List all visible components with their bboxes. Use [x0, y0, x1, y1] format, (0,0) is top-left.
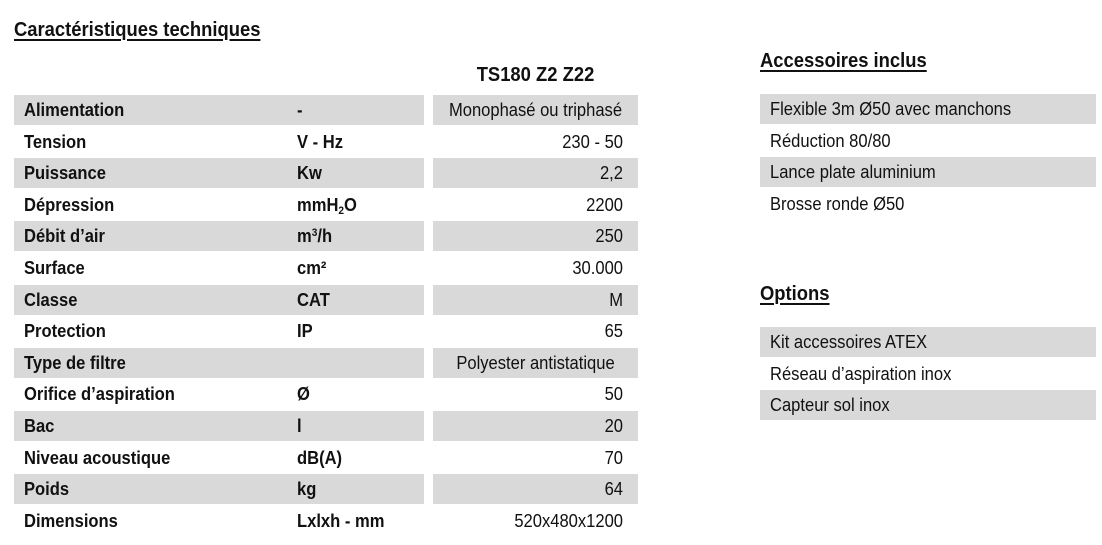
specs-table	[14, 95, 638, 537]
spec-name: Alimentation	[24, 100, 125, 120]
spec-unit: mmH$_2$O	[297, 194, 357, 217]
spec-value: Monophasé ou triphasé	[448, 100, 623, 120]
spec-value: 65	[604, 321, 623, 342]
accessory-item	[760, 189, 1096, 221]
spec-name: Tension	[24, 131, 87, 152]
spec-value: 520x480x1200	[514, 510, 623, 531]
spec-value: 20	[604, 415, 623, 436]
spec-row-bac	[14, 411, 638, 443]
spec-name: Type de filtre	[24, 352, 126, 373]
spec-name: Niveau acoustique	[24, 447, 171, 468]
options-title: Options	[760, 283, 830, 305]
accessory-item	[760, 157, 1096, 189]
spec-row-classe	[14, 285, 638, 317]
spec-row-depression	[14, 190, 638, 222]
spec-row-niveau-acoustique	[14, 443, 638, 475]
model-name: TS180 Z2 Z22	[476, 64, 595, 86]
specs-title: Caractéristiques techniques	[14, 19, 261, 41]
option-item	[760, 390, 1096, 422]
spec-unit: CAT	[297, 289, 330, 310]
spec-value: Polyester antistatique	[456, 352, 615, 373]
option-label: Capteur sol inox	[770, 395, 890, 416]
accessory-label: Lance plate aluminium	[770, 162, 936, 183]
accessory-label: Brosse ronde Ø50	[770, 193, 905, 214]
spec-name: Débit d’air	[24, 226, 105, 247]
spec-name: Surface	[24, 257, 85, 278]
spec-value: 30.000	[572, 257, 623, 278]
spec-row-tension	[14, 127, 638, 159]
spec-value: 50	[604, 384, 623, 405]
spec-row-alimentation	[14, 95, 638, 127]
options-list	[760, 327, 1096, 422]
spec-unit: kg	[297, 479, 317, 500]
accessory-item	[760, 94, 1096, 126]
spec-name: Dépression	[24, 194, 115, 215]
spec-name: Dimensions	[24, 510, 118, 531]
option-item	[760, 359, 1096, 391]
spec-row-poids	[14, 474, 638, 506]
spec-unit: Ø	[297, 384, 310, 405]
spec-unit: -	[297, 100, 303, 120]
spec-unit: Lxlxh - mm	[297, 510, 385, 531]
spec-name: Classe	[24, 289, 78, 310]
spec-value: 230 - 50	[562, 131, 623, 152]
spec-name: Puissance	[24, 163, 106, 184]
accessories-list	[760, 94, 1096, 220]
accessories-title: Accessoires inclus	[760, 50, 927, 72]
spec-value: 70	[604, 447, 623, 468]
spec-unit: l	[297, 415, 302, 436]
spec-unit: $m^3/h$	[297, 226, 333, 247]
spec-row-type-filtre	[14, 348, 638, 380]
spec-unit: V - Hz	[297, 131, 344, 152]
option-item	[760, 327, 1096, 359]
spec-row-orifice	[14, 379, 638, 411]
spec-unit: cm²	[297, 257, 327, 278]
spec-value: 250	[595, 226, 623, 247]
accessory-label: Réduction 80/80	[770, 130, 891, 151]
spec-name: Orifice d’aspiration	[24, 384, 175, 405]
accessory-label: Flexible 3m Ø50 avec manchons	[770, 99, 1012, 119]
option-label: Réseau d’aspiration inox	[770, 363, 952, 384]
accessory-item	[760, 126, 1096, 158]
spec-name: Protection	[24, 321, 106, 342]
spec-unit: IP	[297, 321, 313, 342]
spec-row-protection	[14, 316, 638, 348]
spec-unit: Kw	[297, 163, 322, 184]
spec-name: Poids	[24, 479, 70, 500]
spec-row-debit-air	[14, 221, 638, 253]
spec-name: Bac	[24, 415, 55, 436]
spec-value: 2,2	[599, 163, 623, 184]
spec-value: 2200	[586, 194, 623, 215]
spec-row-puissance	[14, 158, 638, 190]
option-label: Kit accessoires ATEX	[770, 332, 928, 352]
spec-row-dimensions	[14, 506, 638, 538]
spec-value: M	[609, 289, 623, 310]
spec-row-surface	[14, 253, 638, 285]
spec-unit: dB(A)	[297, 447, 343, 468]
spec-value: 64	[604, 479, 623, 500]
